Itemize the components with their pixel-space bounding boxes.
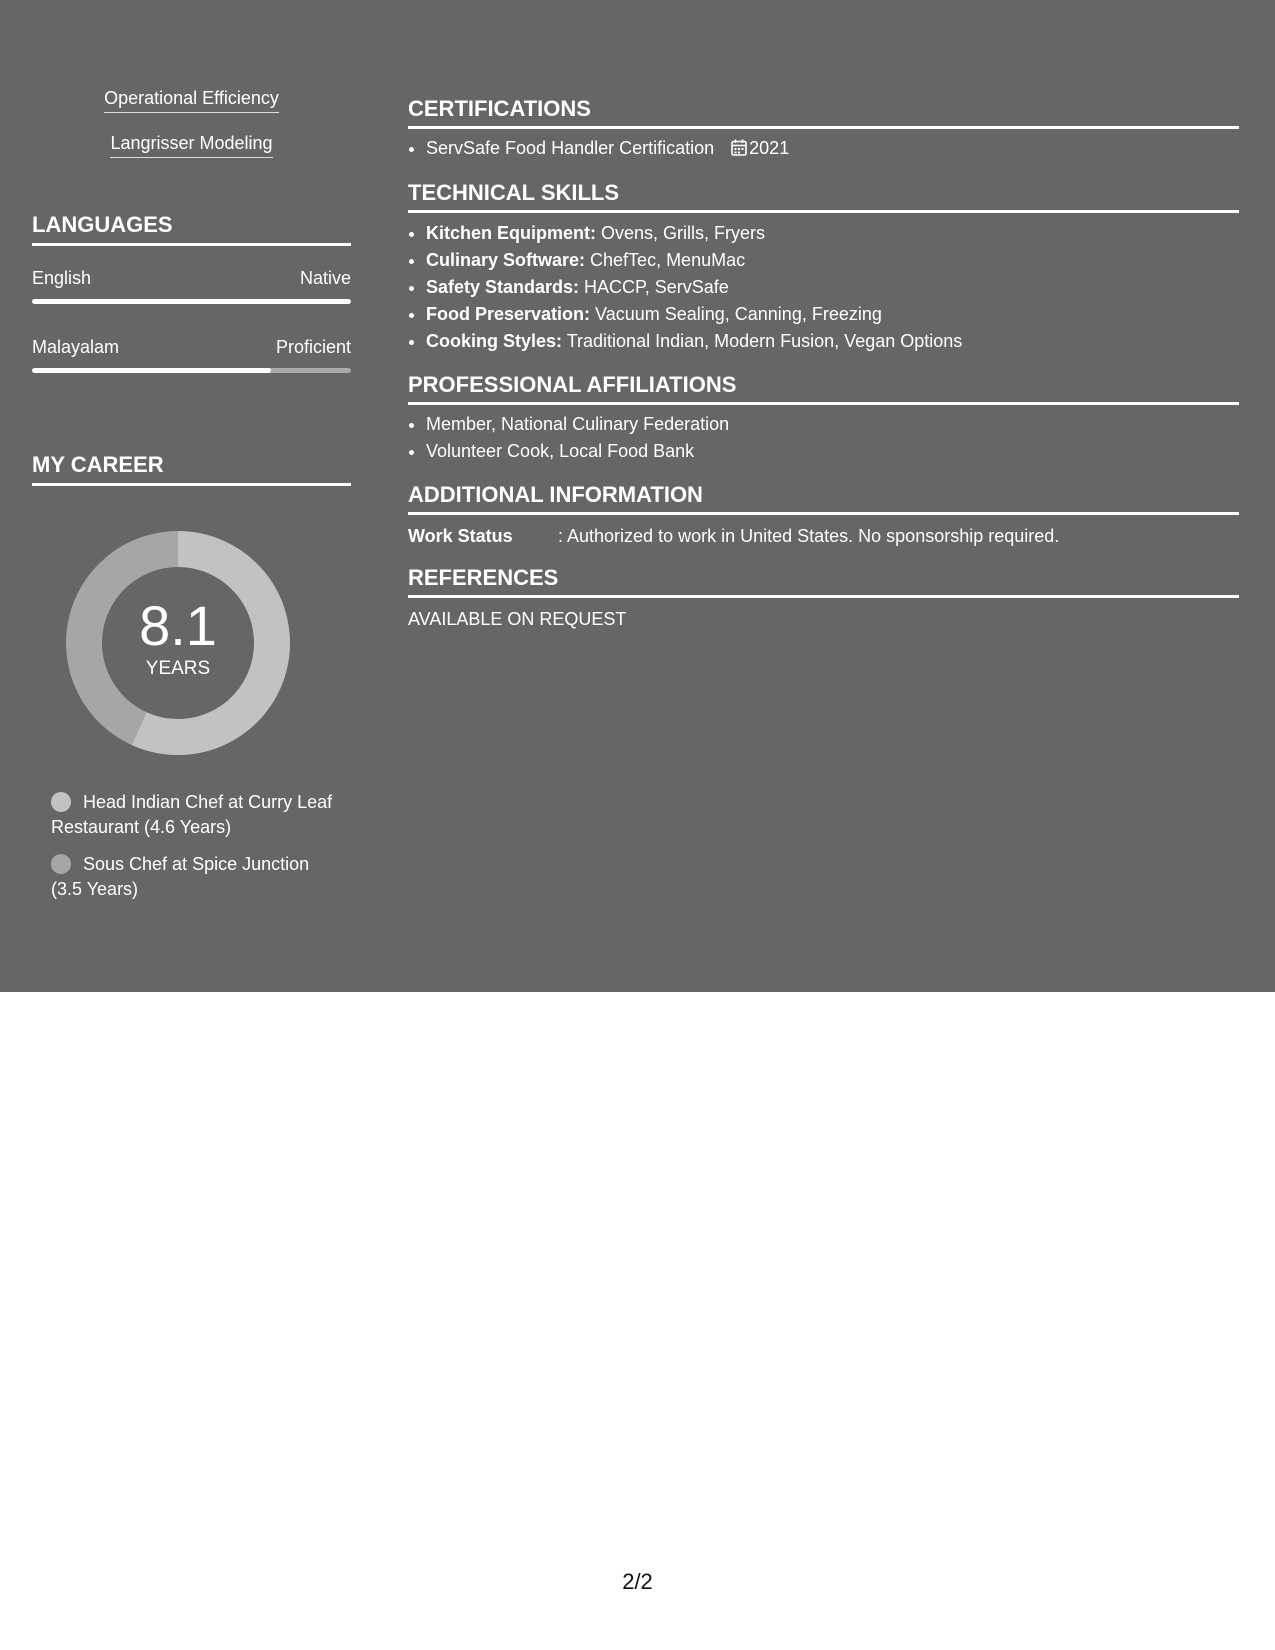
certification-item [426,135,1257,162]
technical-skills-list [408,220,1257,355]
additional-info-heading: ADDITIONAL INFORMATION [408,482,1239,515]
languages-heading: LANGUAGES [32,212,351,246]
skill-link-text: Operational Efficiency [104,88,279,113]
skill-item [426,301,1257,328]
certification-name: ServSafe Food Handler Certification [426,138,715,158]
language-bar-fill [32,299,351,304]
career-item-sous-chef [51,852,341,902]
skill-value: Traditional Indian, Modern Fusion, Vegan Options [562,331,963,351]
skill-label: Kitchen Equipment: [426,223,596,243]
page-number: 2/2 [622,1569,653,1594]
language-bar-malayalam [32,368,351,373]
skill-item [426,220,1257,247]
language-name: Malayalam [32,337,120,357]
language-row-english [32,268,351,289]
career-total-unit: YEARS [145,658,211,679]
language-bar-english [32,299,351,304]
skill-label: Food Preservation: [426,304,591,324]
language-row-malayalam [32,337,351,358]
skill-value: Ovens, Grills, Fryers [596,223,766,243]
skill-value: Vacuum Sealing, Canning, Freezing [590,304,882,324]
skill-label: Cooking Styles: [426,331,563,351]
legend-dot-icon [51,792,71,812]
donut-center [66,531,290,755]
affiliation-item: • Volunteer Cook, Local Food Bank [426,438,1257,465]
career-item-label: Sous Chef at Spice Junction (3.5 Years) [51,854,310,899]
technical-skills-heading: TECHNICAL SKILLS [408,180,1239,213]
affiliations-list [408,411,1257,465]
career-item-head-chef [51,790,341,840]
career-donut-chart [66,531,290,755]
work-status-row [408,526,1239,547]
career-item-label: Head Indian Chef at Curry Leaf Restaurant (4.6 Years) [51,792,333,837]
work-status-label: Work Status [408,526,513,546]
skill-item [426,274,1257,301]
skill-label: Safety Standards: [426,277,580,297]
language-level: Native [299,268,351,288]
certifications-heading: CERTIFICATIONS [408,96,1239,129]
language-bar-fill [32,368,271,373]
skill-value: HACCP, ServSafe [579,277,729,297]
skill-item [426,247,1257,274]
affiliations-heading: PROFESSIONAL AFFILIATIONS [408,372,1239,405]
calendar-icon [731,139,747,156]
certifications-list [408,135,1257,162]
skill-langrisser-modeling [32,133,351,158]
skill-label: Culinary Software: [426,250,586,270]
certification-year: 2021 [749,138,790,158]
references-heading: REFERENCES [408,565,1239,598]
skill-link-text: Langrisser Modeling [110,133,272,158]
skill-item [426,328,1257,355]
legend-dot-icon [51,854,71,874]
affiliation-item: • Member, National Culinary Federation [426,411,1257,438]
career-total-value: 8.1 [139,594,217,657]
skill-value: ChefTec, MenuMac [585,250,746,270]
references-text: AVAILABLE ON REQUEST [408,609,627,629]
language-name: English [32,268,92,288]
career-heading: MY CAREER [32,452,351,486]
language-level: Proficient [275,337,351,357]
work-status-value: : Authorized to work in United States. No sponsorship required. [558,526,1060,546]
skill-operational-efficiency [32,88,351,113]
